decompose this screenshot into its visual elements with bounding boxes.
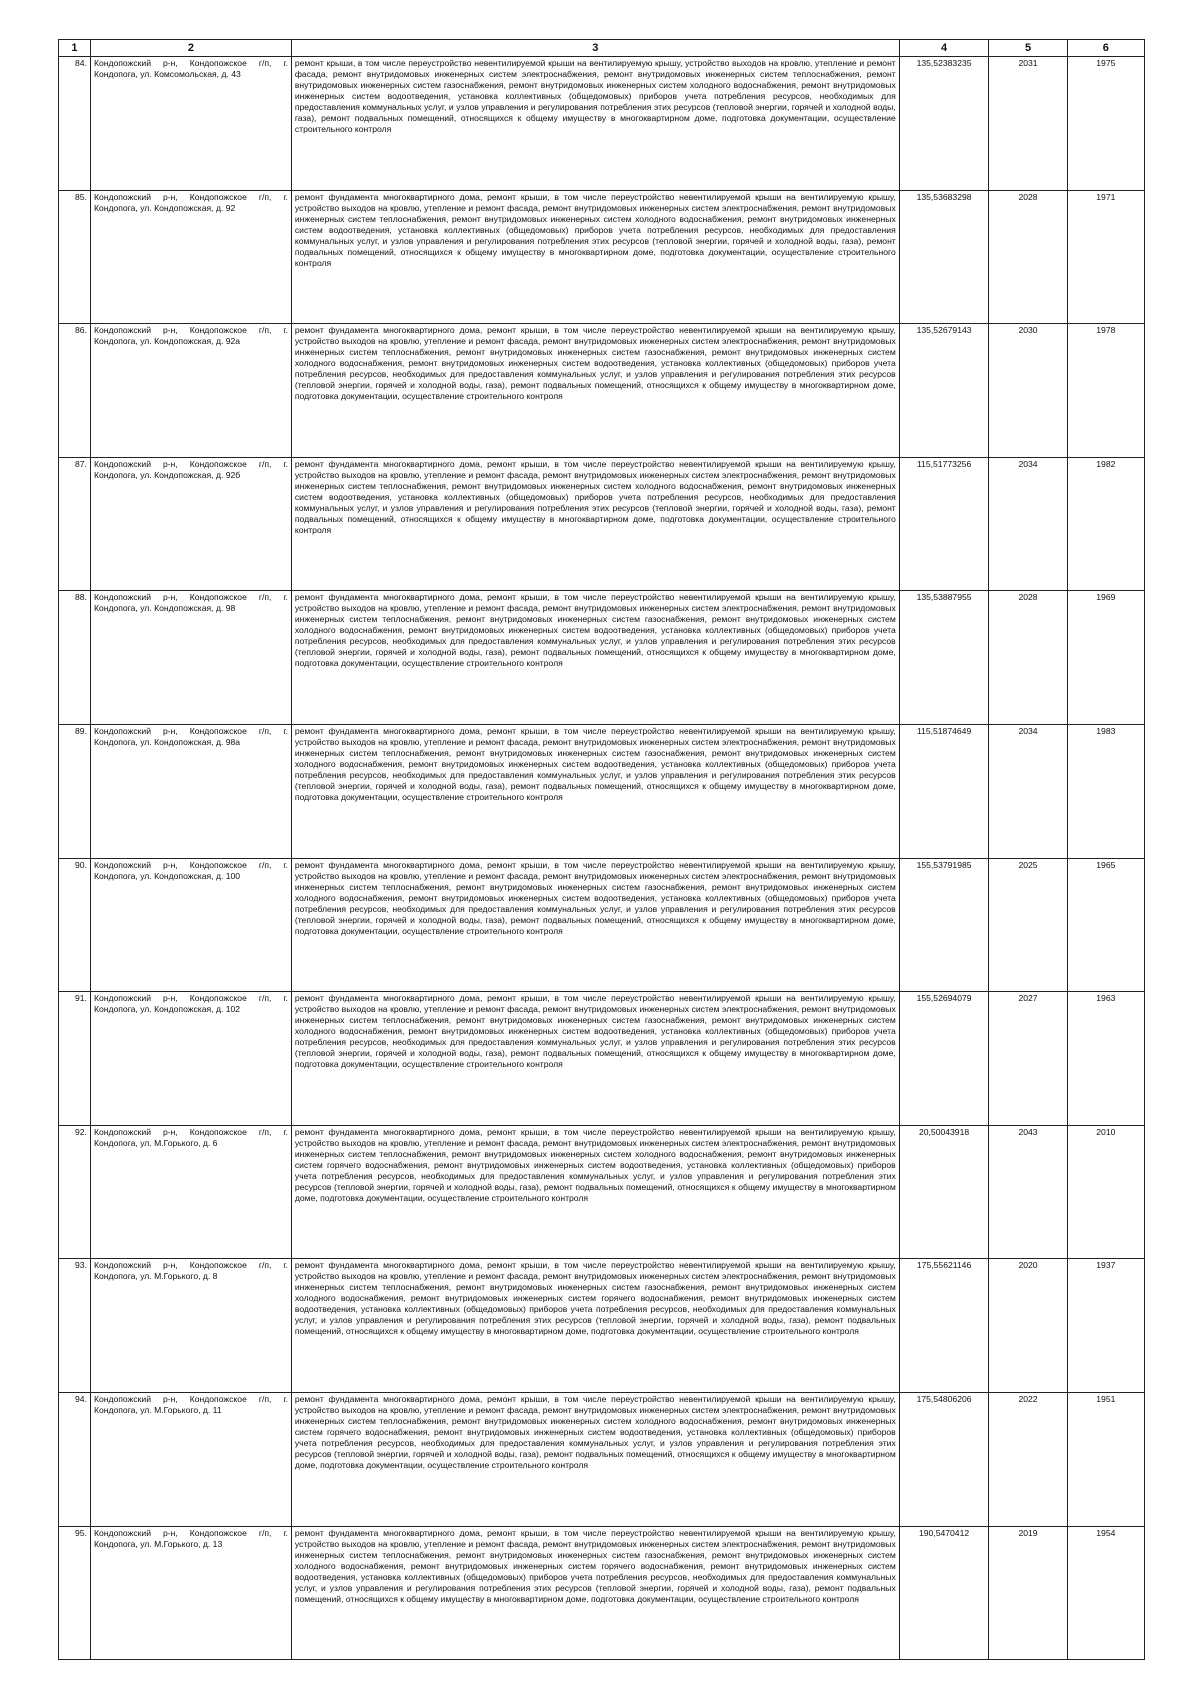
header-col-4: 4 bbox=[899, 40, 989, 57]
repair-year-cell: 2034 bbox=[989, 457, 1067, 591]
row-number-cell: 93. bbox=[59, 1259, 91, 1393]
works-cell: ремонт фундамента многоквартирного дома, ремонт крыши, в том числе переустройство невентилируемой крыши на вентилируемую крышу, устройство выходов на кровлю, утепление и ремонт фасада, ремонт внутридомовых инженерных систем электроснабжения, ремонт внутридомовых инженерных систем теплоснабжения, ремонт внутридомовых инженерных систем газоснабжения, ремонт внутридомовых инженерных систем холодного водоснабжения, ремонт внутридомовых инженерных систем водоотведения, установка коллективных (общедомовых) приборов учета потребления ресурсов, необходимых для предоставления коммунальных услуг, и узлов управления и регулирования потребления этих ресурсов (тепловой энергии, горячей и холодной воды, газа), ремонт подвальных помещений, относящихся к общему имуществу в многоквартирном доме, подготовка документации, осуществление строительного контроля bbox=[291, 324, 899, 458]
works-cell: ремонт фундамента многоквартирного дома, ремонт крыши, в том числе переустройство невентилируемой крыши на вентилируемую крышу, устройство выходов на кровлю, утепление и ремонт фасада, ремонт внутридомовых инженерных систем электроснабжения, ремонт внутридомовых инженерных систем теплоснабжения, ремонт внутридомовых инженерных систем газоснабжения, ремонт внутридомовых инженерных систем холодного водоснабжения, ремонт внутридомовых инженерных систем водоотведения, установка коллективных (общедомовых) приборов учета потребления ресурсов, необходимых для предоставления коммунальных услуг, и узлов управления и регулирования потребления этих ресурсов (тепловой энергии, горячей и холодной воды, газа), ремонт подвальных помещений, относящихся к общему имуществу в многоквартирном доме, подготовка документации, осуществление строительного контроля bbox=[291, 992, 899, 1126]
build-year-cell: 1971 bbox=[1067, 190, 1144, 324]
row-number-cell: 92. bbox=[59, 1125, 91, 1259]
table-row bbox=[59, 992, 1145, 1126]
works-cell: ремонт фундамента многоквартирного дома, ремонт крыши, в том числе переустройство невентилируемой крыши на вентилируемую крышу, устройство выходов на кровлю, утепление и ремонт фасада, ремонт внутридомовых инженерных систем электроснабжения, ремонт внутридомовых инженерных систем теплоснабжения, ремонт внутридомовых инженерных систем холодного водоснабжения, ремонт внутридомовых инженерных систем горячего водоснабжения, ремонт внутридомовых инженерных систем водоотведения, установка коллективных (общедомовых) приборов учета потребления ресурсов, необходимых для предоставления коммунальных услуг, и узлов управления и регулирования потребления этих ресурсов (тепловой энергии, горячей и холодной воды, газа), ремонт подвальных помещений, относящихся к общему имуществу в многоквартирном доме, подготовка документации, осуществление строительного контроля bbox=[291, 1125, 899, 1259]
table-row bbox=[59, 858, 1145, 992]
table-row bbox=[59, 457, 1145, 591]
header-col-1: 1 bbox=[59, 40, 91, 57]
build-year-cell: 1975 bbox=[1067, 57, 1144, 191]
repair-year-cell: 2043 bbox=[989, 1125, 1067, 1259]
table-body bbox=[59, 57, 1145, 1660]
works-cell: ремонт фундамента многоквартирного дома, ремонт крыши, в том числе переустройство невентилируемой крыши на вентилируемую крышу, устройство выходов на кровлю, утепление и ремонт фасада, ремонт внутридомовых инженерных систем электроснабжения, ремонт внутридомовых инженерных систем теплоснабжения, ремонт внутридомовых инженерных систем холодного водоснабжения, ремонт внутридомовых инженерных систем водоотведения, установка коллективных (общедомовых) приборов учета потребления ресурсов, необходимых для предоставления коммунальных услуг, и узлов управления и регулирования потребления этих ресурсов (тепловой энергии, горячей и холодной воды, газа), ремонт подвальных помещений, относящихся к общему имуществу в многоквартирном доме, подготовка документации, осуществление строительного контроля bbox=[291, 457, 899, 591]
works-cell: ремонт фундамента многоквартирного дома, ремонт крыши, в том числе переустройство невентилируемой крыши на вентилируемую крышу, устройство выходов на кровлю, утепление и ремонт фасада, ремонт внутридомовых инженерных систем электроснабжения, ремонт внутридомовых инженерных систем теплоснабжения, ремонт внутридомовых инженерных систем холодного водоснабжения, ремонт внутридомовых инженерных систем водоотведения, установка коллективных (общедомовых) приборов учета потребления ресурсов, необходимых для предоставления коммунальных услуг, и узлов управления и регулирования потребления этих ресурсов (тепловой энергии, горячей и холодной воды, газа), ремонт подвальных помещений, относящихся к общему имуществу в многоквартирном доме, подготовка документации, осуществление строительного контроля bbox=[291, 190, 899, 324]
cost-cell: 115,51773256 bbox=[899, 457, 989, 591]
header-col-2: 2 bbox=[90, 40, 291, 57]
repair-year-cell: 2028 bbox=[989, 190, 1067, 324]
repair-year-cell: 2034 bbox=[989, 724, 1067, 858]
build-year-cell: 1954 bbox=[1067, 1526, 1144, 1660]
build-year-cell: 2010 bbox=[1067, 1125, 1144, 1259]
row-number-cell: 86. bbox=[59, 324, 91, 458]
cost-cell: 135,53887955 bbox=[899, 591, 989, 725]
row-number-cell: 94. bbox=[59, 1392, 91, 1526]
cost-cell: 175,54806206 bbox=[899, 1392, 989, 1526]
works-cell: ремонт фундамента многоквартирного дома, ремонт крыши, в том числе переустройство невентилируемой крыши на вентилируемую крышу, устройство выходов на кровлю, утепление и ремонт фасада, ремонт внутридомовых инженерных систем электроснабжения, ремонт внутридомовых инженерных систем теплоснабжения, ремонт внутридомовых инженерных систем газоснабжения, ремонт внутридомовых инженерных систем холодного водоснабжения, ремонт внутридомовых инженерных систем водоотведения, установка коллективных (общедомовых) приборов учета потребления ресурсов, необходимых для предоставления коммунальных услуг, и узлов управления и регулирования потребления этих ресурсов (тепловой энергии, горячей и холодной воды, газа), ремонт подвальных помещений, относящихся к общему имуществу в многоквартирном доме, подготовка документации, осуществление строительного контроля bbox=[291, 591, 899, 725]
address-cell: Кондопожский р-н, Кондопожское г/п, г. Кондопога, ул. Кондопожская, д. 92б bbox=[90, 457, 291, 591]
cost-cell: 135,52679143 bbox=[899, 324, 989, 458]
works-cell: ремонт фундамента многоквартирного дома, ремонт крыши, в том числе переустройство невентилируемой крыши на вентилируемую крышу, устройство выходов на кровлю, утепление и ремонт фасада, ремонт внутридомовых инженерных систем электроснабжения, ремонт внутридомовых инженерных систем теплоснабжения, ремонт внутридомовых инженерных систем газоснабжения, ремонт внутридомовых инженерных систем холодного водоснабжения, ремонт внутридомовых инженерных систем горячего водоснабжения, ремонт внутридомовых инженерных систем водоотведения, установка коллективных (общедомовых) приборов учета потребления ресурсов, необходимых для предоставления коммунальных услуг, и узлов управления и регулирования потребления этих ресурсов (тепловой энергии, горячей и холодной воды, газа), ремонт подвальных помещений, относящихся к общему имуществу в многоквартирном доме, подготовка документации, осуществление строительного контроля bbox=[291, 1526, 899, 1660]
repair-year-cell: 2031 bbox=[989, 57, 1067, 191]
row-number-cell: 88. bbox=[59, 591, 91, 725]
address-cell: Кондопожский р-н, Кондопожское г/п, г. Кондопога, ул. М.Горького, д. 8 bbox=[90, 1259, 291, 1393]
cost-cell: 20,50043918 bbox=[899, 1125, 989, 1259]
build-year-cell: 1978 bbox=[1067, 324, 1144, 458]
table-row bbox=[59, 324, 1145, 458]
repair-year-cell: 2025 bbox=[989, 858, 1067, 992]
row-number-cell: 85. bbox=[59, 190, 91, 324]
table-row bbox=[59, 1125, 1145, 1259]
repair-year-cell: 2020 bbox=[989, 1259, 1067, 1393]
table-row bbox=[59, 57, 1145, 191]
cost-cell: 135,52383235 bbox=[899, 57, 989, 191]
header-row bbox=[59, 40, 1145, 57]
address-cell: Кондопожский р-н, Кондопожское г/п, г. Кондопога, ул. Кондопожская, д. 98 bbox=[90, 591, 291, 725]
table-row bbox=[59, 591, 1145, 725]
address-cell: Кондопожский р-н, Кондопожское г/п, г. Кондопога, ул. Комсомольская, д. 43 bbox=[90, 57, 291, 191]
cost-cell: 175,55621146 bbox=[899, 1259, 989, 1393]
build-year-cell: 1969 bbox=[1067, 591, 1144, 725]
table-row bbox=[59, 1392, 1145, 1526]
cost-cell: 155,52694079 bbox=[899, 992, 989, 1126]
table-row bbox=[59, 1526, 1145, 1660]
cost-cell: 115,51874649 bbox=[899, 724, 989, 858]
build-year-cell: 1963 bbox=[1067, 992, 1144, 1126]
repair-year-cell: 2022 bbox=[989, 1392, 1067, 1526]
works-cell: ремонт крыши, в том числе переустройство невентилируемой крыши на вентилируемую крышу, устройство выходов на кровлю, утепление и ремонт фасада, ремонт внутридомовых инженерных систем электроснабжения, ремонт внутридомовых инженерных систем теплоснабжения, ремонт внутридомовых инженерных систем газоснабжения, ремонт внутридомовых инженерных систем холодного водоснабжения, ремонт внутридомовых инженерных систем водоотведения, установка коллективных (общедомовых) приборов учета потребления ресурсов, необходимых для предоставления коммунальных услуг, и узлов управления и регулирования потребления этих ресурсов (тепловой энергии, горячей и холодной воды, газа), ремонт подвальных помещений, относящихся к общему имуществу в многоквартирном доме, подготовка документации, осуществление строительного контроля bbox=[291, 57, 899, 191]
cost-cell: 135,53683298 bbox=[899, 190, 989, 324]
address-cell: Кондопожский р-н, Кондопожское г/п, г. Кондопога, ул. Кондопожская, д. 92а bbox=[90, 324, 291, 458]
header-col-6: 6 bbox=[1067, 40, 1144, 57]
table-row bbox=[59, 190, 1145, 324]
row-number-cell: 90. bbox=[59, 858, 91, 992]
row-number-cell: 95. bbox=[59, 1526, 91, 1660]
address-cell: Кондопожский р-н, Кондопожское г/п, г. Кондопога, ул. Кондопожская, д. 102 bbox=[90, 992, 291, 1126]
build-year-cell: 1951 bbox=[1067, 1392, 1144, 1526]
row-number-cell: 91. bbox=[59, 992, 91, 1126]
header-col-3: 3 bbox=[291, 40, 899, 57]
repair-year-cell: 2019 bbox=[989, 1526, 1067, 1660]
header-col-5: 5 bbox=[989, 40, 1067, 57]
build-year-cell: 1982 bbox=[1067, 457, 1144, 591]
build-year-cell: 1965 bbox=[1067, 858, 1144, 992]
works-cell: ремонт фундамента многоквартирного дома, ремонт крыши, в том числе переустройство невентилируемой крыши на вентилируемую крышу, устройство выходов на кровлю, утепление и ремонт фасада, ремонт внутридомовых инженерных систем электроснабжения, ремонт внутридомовых инженерных систем теплоснабжения, ремонт внутридомовых инженерных систем холодного водоснабжения, ремонт внутридомовых инженерных систем горячего водоснабжения, ремонт внутридомовых инженерных систем водоотведения, установка коллективных (общедомовых) приборов учета потребления ресурсов, необходимых для предоставления коммунальных услуг, и узлов управления и регулирования потребления этих ресурсов (тепловой энергии, горячей и холодной воды, газа), ремонт подвальных помещений, относящихся к общему имуществу в многоквартирном доме, подготовка документации, осуществление строительного контроля bbox=[291, 1392, 899, 1526]
row-number-cell: 89. bbox=[59, 724, 91, 858]
table-row bbox=[59, 724, 1145, 858]
row-number-cell: 84. bbox=[59, 57, 91, 191]
address-cell: Кондопожский р-н, Кондопожское г/п, г. Кондопога, ул. Кондопожская, д. 98а bbox=[90, 724, 291, 858]
repair-year-cell: 2030 bbox=[989, 324, 1067, 458]
repair-year-cell: 2028 bbox=[989, 591, 1067, 725]
build-year-cell: 1983 bbox=[1067, 724, 1144, 858]
capital-repair-table bbox=[58, 39, 1145, 1660]
table-row bbox=[59, 1259, 1145, 1393]
works-cell: ремонт фундамента многоквартирного дома, ремонт крыши, в том числе переустройство невентилируемой крыши на вентилируемую крышу, устройство выходов на кровлю, утепление и ремонт фасада, ремонт внутридомовых инженерных систем электроснабжения, ремонт внутридомовых инженерных систем теплоснабжения, ремонт внутридомовых инженерных систем газоснабжения, ремонт внутридомовых инженерных систем холодного водоснабжения, ремонт внутридомовых инженерных систем горячего водоснабжения, ремонт внутридомовых инженерных систем водоотведения, установка коллективных (общедомовых) приборов учета потребления ресурсов, необходимых для предоставления коммунальных услуг, и узлов управления и регулирования потребления этих ресурсов (тепловой энергии, горячей и холодной воды, газа), ремонт подвальных помещений, относящихся к общему имуществу в многоквартирном доме, подготовка документации, осуществление строительного контроля bbox=[291, 1259, 899, 1393]
cost-cell: 155,53791985 bbox=[899, 858, 989, 992]
row-number-cell: 87. bbox=[59, 457, 91, 591]
address-cell: Кондопожский р-н, Кондопожское г/п, г. Кондопога, ул. М.Горького, д. 11 bbox=[90, 1392, 291, 1526]
cost-cell: 190,5470412 bbox=[899, 1526, 989, 1660]
address-cell: Кондопожский р-н, Кондопожское г/п, г. Кондопога, ул. Кондопожская, д. 92 bbox=[90, 190, 291, 324]
build-year-cell: 1937 bbox=[1067, 1259, 1144, 1393]
address-cell: Кондопожский р-н, Кондопожское г/п, г. Кондопога, ул. М.Горького, д. 6 bbox=[90, 1125, 291, 1259]
works-cell: ремонт фундамента многоквартирного дома, ремонт крыши, в том числе переустройство невентилируемой крыши на вентилируемую крышу, устройство выходов на кровлю, утепление и ремонт фасада, ремонт внутридомовых инженерных систем электроснабжения, ремонт внутридомовых инженерных систем теплоснабжения, ремонт внутридомовых инженерных систем газоснабжения, ремонт внутридомовых инженерных систем холодного водоснабжения, ремонт внутридомовых инженерных систем водоотведения, установка коллективных (общедомовых) приборов учета потребления ресурсов, необходимых для предоставления коммунальных услуг, и узлов управления и регулирования потребления этих ресурсов (тепловой энергии, горячей и холодной воды, газа), ремонт подвальных помещений, относящихся к общему имуществу в многоквартирном доме, подготовка документации, осуществление строительного контроля bbox=[291, 724, 899, 858]
address-cell: Кондопожский р-н, Кондопожское г/п, г. Кондопога, ул. М.Горького, д. 13 bbox=[90, 1526, 291, 1660]
repair-year-cell: 2027 bbox=[989, 992, 1067, 1126]
works-cell: ремонт фундамента многоквартирного дома, ремонт крыши, в том числе переустройство невентилируемой крыши на вентилируемую крышу, устройство выходов на кровлю, утепление и ремонт фасада, ремонт внутридомовых инженерных систем электроснабжения, ремонт внутридомовых инженерных систем теплоснабжения, ремонт внутридомовых инженерных систем газоснабжения, ремонт внутридомовых инженерных систем холодного водоснабжения, ремонт внутридомовых инженерных систем водоотведения, установка коллективных (общедомовых) приборов учета потребления ресурсов, необходимых для предоставления коммунальных услуг, и узлов управления и регулирования потребления этих ресурсов (тепловой энергии, горячей и холодной воды, газа), ремонт подвальных помещений, относящихся к общему имуществу в многоквартирном доме, подготовка документации, осуществление строительного контроля bbox=[291, 858, 899, 992]
address-cell: Кондопожский р-н, Кондопожское г/п, г. Кондопога, ул. Кондопожская, д. 100 bbox=[90, 858, 291, 992]
